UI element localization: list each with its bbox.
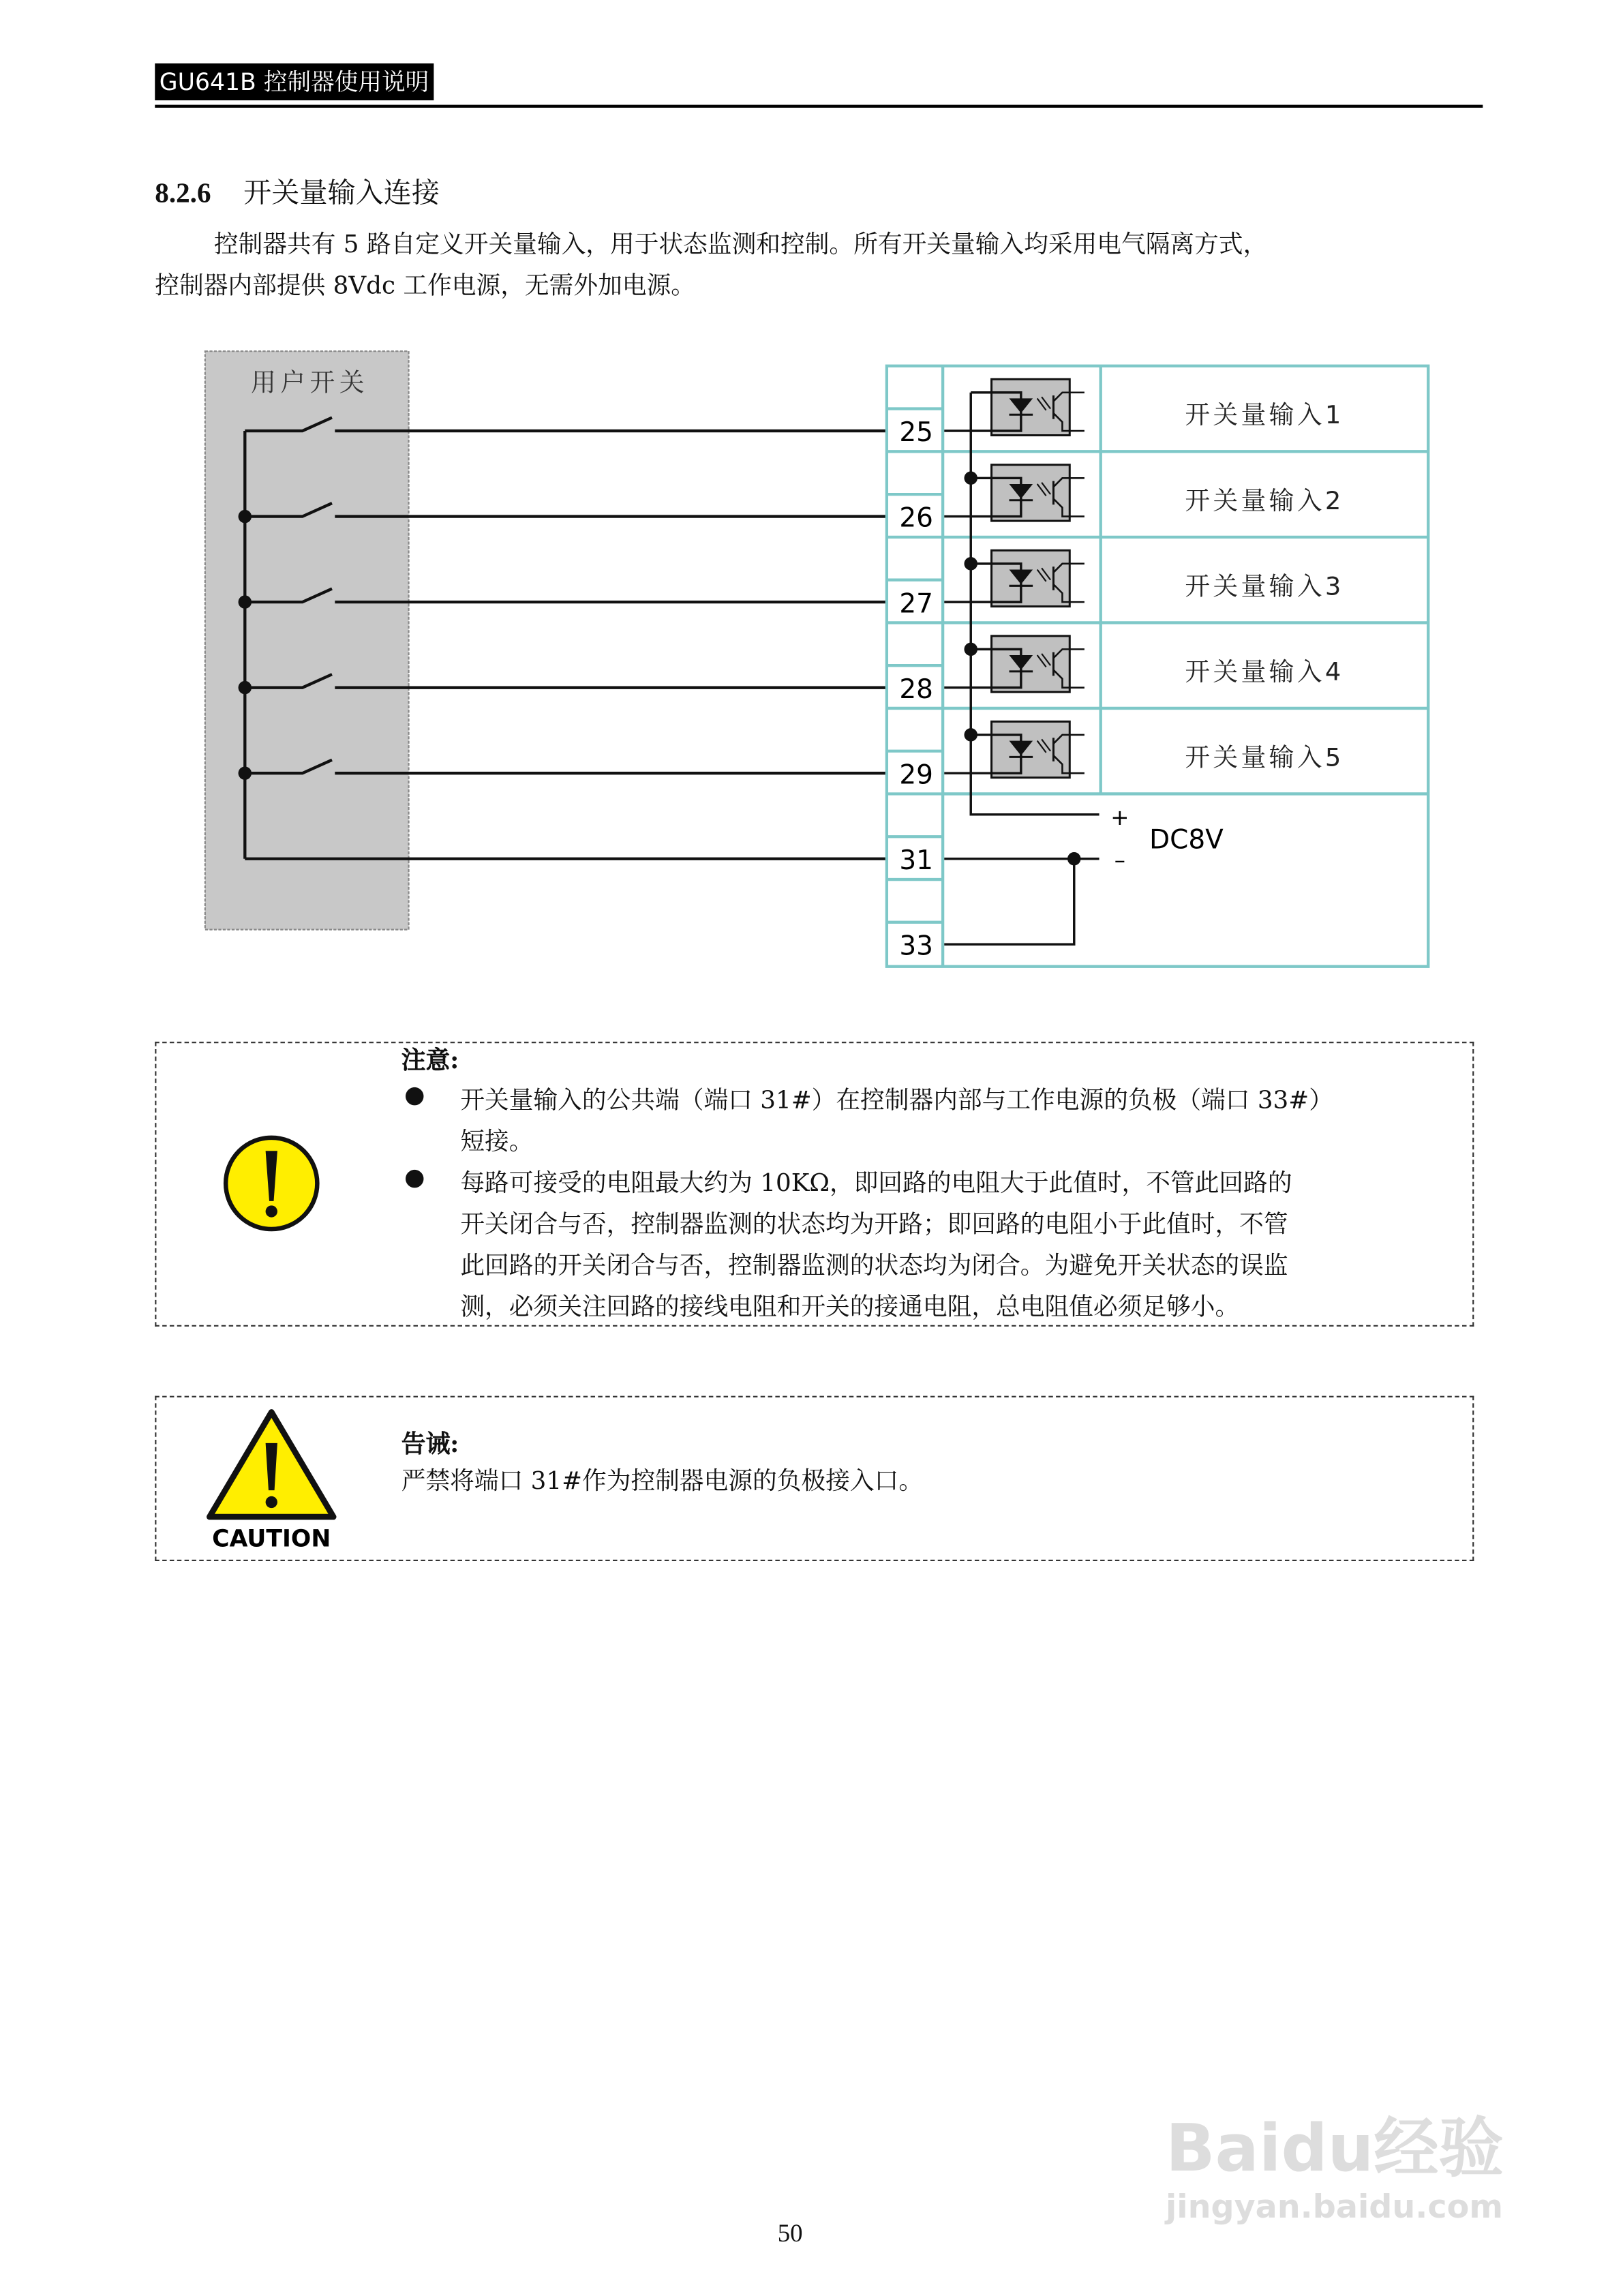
section-title: 开关量输入连接 — [243, 177, 440, 210]
intro-line-1: 控制器共有 5 路自定义开关量输入，用于状态监测和控制。所有开关量输入均采用电气隔离方式， — [213, 230, 1268, 258]
junction-dot — [239, 766, 252, 779]
terminal-number: 26 — [899, 502, 933, 534]
optocoupler-icon — [944, 636, 1084, 692]
junction-dot — [239, 681, 252, 694]
optocoupler-icon — [944, 550, 1084, 606]
watermark-brand: Baidu经验 — [1165, 2111, 1504, 2187]
terminal-number: 27 — [899, 588, 933, 620]
junction-dot — [239, 595, 252, 608]
plus-sign: + — [1110, 804, 1129, 830]
notice-line: 测，必须关注回路的接线电阻和开关的接通电阻，总电阻值必须足够小。 — [460, 1293, 1240, 1321]
junction-dot — [1067, 852, 1080, 865]
optocoupler-icon — [944, 379, 1084, 435]
input-label: 开关量输入5 — [1185, 742, 1344, 772]
terminal-number: 31 — [899, 845, 933, 876]
notice-line: 每路可接受的电阻最大约为 10KΩ，即回路的电阻大于此值时，不管此回路的 — [460, 1168, 1292, 1197]
notice-line: 开关闭合与否，控制器监测的状态均为开路；即回路的电阻小于此值时，不管 — [460, 1209, 1288, 1239]
junction-dot — [239, 510, 252, 523]
caution-title: 告诫: — [401, 1430, 459, 1458]
notice-line: 此回路的开关闭合与否，控制器监测的状态均为闭合。为避免开关状态的误监 — [460, 1251, 1288, 1280]
junction-dot — [965, 728, 977, 741]
caution-triangle-icon — [204, 1405, 339, 1552]
notice-title: 注意: — [401, 1046, 459, 1074]
junction-dot — [965, 557, 977, 570]
user-switch-label: 用户开关 — [250, 367, 369, 397]
input-label: 开关量输入2 — [1185, 485, 1344, 515]
terminal-number: 25 — [899, 417, 933, 449]
header-title: GU641B 控制器使用说明 — [155, 63, 433, 100]
caution-icon-label: CAUTION — [212, 1525, 331, 1553]
user-switch-panel — [205, 351, 409, 929]
page-number: 50 — [777, 2219, 803, 2248]
terminal-number: 33 — [899, 931, 933, 962]
notice-line: 开关量输入的公共端（端口 31#）在控制器内部与工作电源的负极（端口 33#） — [460, 1086, 1333, 1115]
intro-line-2: 控制器内部提供 8Vdc 工作电源，无需外加电源。 — [155, 271, 695, 300]
input-label: 开关量输入3 — [1185, 571, 1344, 601]
notice-bullet-2 — [460, 1163, 1471, 1328]
watermark-url: jingyan.baidu.com — [1165, 2190, 1503, 2227]
junction-dot — [965, 472, 977, 485]
wiring-diagram — [0, 0, 1623, 1033]
optocoupler-icon — [944, 721, 1084, 777]
notice-line: 短接。 — [460, 1127, 534, 1155]
bullet-icon: ● — [404, 1080, 425, 1108]
terminal-number: 28 — [899, 674, 933, 705]
junction-dot — [965, 643, 977, 656]
exclamation-icon — [222, 1133, 322, 1233]
optocoupler-icon — [944, 465, 1084, 521]
section-number: 8.2.6 — [155, 178, 211, 210]
input-label: 开关量输入4 — [1185, 656, 1344, 686]
terminal-block — [887, 366, 1428, 967]
power-label: DC8V — [1149, 824, 1224, 856]
bullet-icon: ● — [404, 1162, 425, 1191]
minus-sign: – — [1114, 847, 1125, 873]
terminal-number: 29 — [899, 759, 933, 791]
input-label: 开关量输入1 — [1185, 400, 1344, 430]
notice-bullet-1 — [460, 1080, 1471, 1162]
caution-text: 严禁将端口 31#作为控制器电源的负极接入口。 — [401, 1466, 924, 1495]
